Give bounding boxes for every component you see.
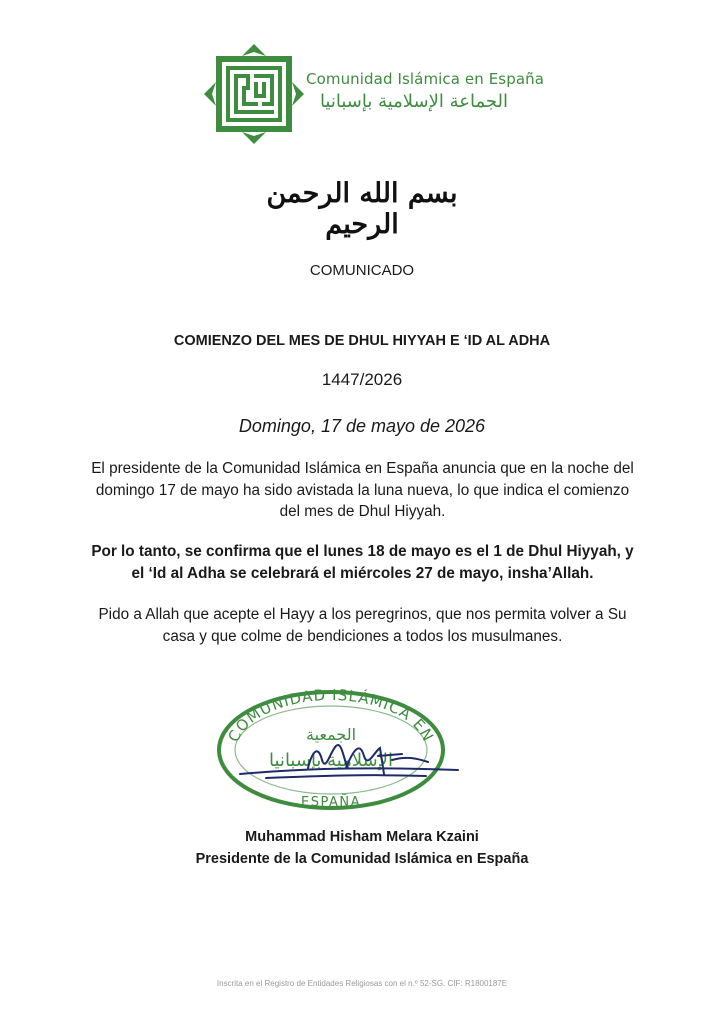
signatory-role: Presidente de la Comunidad Islámica en España	[195, 851, 529, 867]
stamp-ring-text: COMUNIDAD ISLÁMICA EN	[224, 685, 438, 745]
registry-footer: Inscrita en el Registro de Entidades Religiosas con el n.º 52-SG. CIF: R1800187E	[216, 979, 508, 988]
org-name-arabic: الجماعة الإسلامية بإسبانيا	[319, 91, 508, 112]
stamp-arabic-line-1: الجمعية	[305, 725, 357, 744]
document-title: COMIENZO DEL MES DE DHUL HIYYAH E ‘ID AL ADHA	[173, 333, 551, 349]
official-stamp	[196, 682, 466, 812]
signatory-name: Muhammad Hisham Melara Kzaini	[245, 829, 479, 845]
document-year: 1447/2026	[321, 370, 403, 389]
kufic-square-logo-icon	[204, 44, 304, 144]
confirmation-paragraph: Por lo tanto, se confirma que el lunes 18 de mayo es el 1 de Dhul Hiyyah, y el ‘Id al Adha se celebrará el miércoles 27 de mayo, insha’Allah.	[91, 543, 634, 582]
basmala-calligraphy: بسم الله الرحمن الرحيم	[266, 178, 458, 240]
prayer-paragraph: Pido a Allah que acepte el Hayy a los peregrinos, que nos permita volver a Su casa y que colme de bendiciones a todos los musulmanes.	[98, 606, 627, 645]
stamp-bottom-text: ESPAÑA	[301, 795, 361, 810]
announcement-paragraph: El presidente de la Comunidad Islámica en España anuncia que en la noche del domingo 17 de mayo ha sido avistada la luna nueva, lo que indica el comienzo del mes de Dhul Hiyyah.	[91, 460, 634, 520]
document-label: COMUNICADO	[309, 262, 415, 279]
stamp-arabic-line-2: الإسلامية بإسبانيا	[269, 750, 393, 771]
document-date: Domingo, 17 de mayo de 2026	[238, 416, 486, 436]
org-name-spanish: Comunidad Islámica en España	[306, 70, 545, 88]
